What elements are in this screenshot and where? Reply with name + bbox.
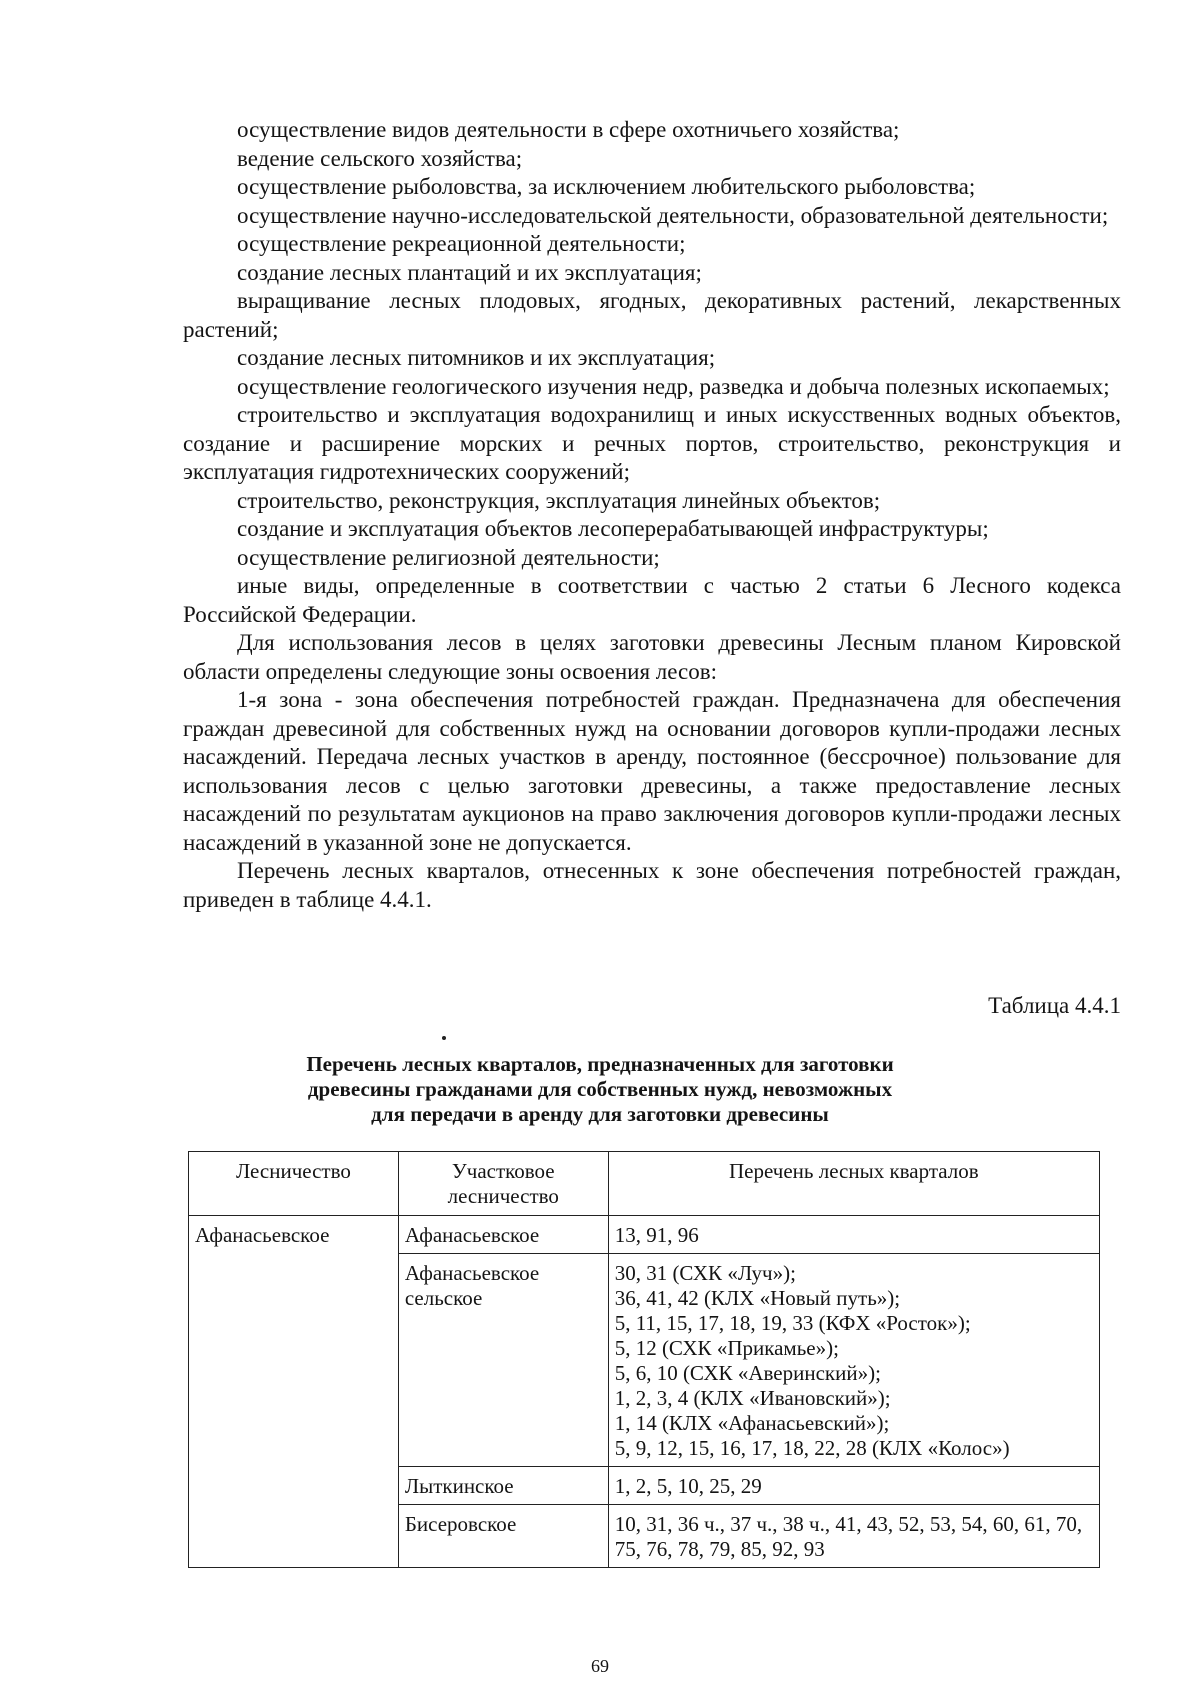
district-cell: Бисеровское <box>398 1505 608 1568</box>
quarters-line: 1, 2, 5, 10, 25, 29 <box>614 1474 762 1498</box>
header-forestry: Лесничество <box>189 1152 399 1216</box>
quarters-cell <box>608 1505 1099 1568</box>
paragraph: Перечень лесных кварталов, отнесенных к зоне обеспечения потребностей граждан, приведен в таблице 4.4.1. <box>183 858 1121 912</box>
header-quarters-list: Перечень лесных кварталов <box>608 1152 1099 1216</box>
paragraph: строительство и эксплуатация водохранилищ и иных искусственных водных объектов, создание и расширение морских и речных портов, строительство, реконструкция и эксплуатация гидротехнических сооружений; <box>183 402 1121 484</box>
paragraph: 1-я зона - зона обеспечения потребностей граждан. Предназначена для обеспечения граждан древесиной для собственных нужд на основании договоров купли-продажи лесных насаждений. Передача лесных участков в аренду, постоянное (бессрочное) пользование для использования лесов с целью заготовки древесины, а также предоставление лесных насаждений по результатам аукционов на право заключения договоров купли-продажи лесных насаждений в указанной зоне не допускается. <box>183 687 1121 855</box>
quarters-line: 5, 11, 15, 17, 18, 19, 33 (КФХ «Росток»); <box>614 1311 971 1335</box>
quarters-line: 10, 31, 36 ч., 37 ч., 38 ч., 41, 43, 52, 53, 54, 60, 61, 70, 75, 76, 78, 79, 85, 92, 93 <box>614 1512 1083 1561</box>
quarters-line: 1, 2, 3, 4 (КЛХ «Ивановский»); <box>614 1386 891 1410</box>
quarters-line: 13, 91, 96 <box>614 1223 699 1247</box>
quarters-cell <box>608 1467 1099 1505</box>
paragraph: осуществление геологического изучения недр, разведка и добыча полезных ископаемых; <box>237 373 1110 399</box>
table-row <box>189 1216 1100 1254</box>
page-number: 69 <box>591 1656 609 1676</box>
paragraph: Для использования лесов в целях заготовки древесины Лесным планом Кировской области определены следующие зоны освоения лесов: <box>183 630 1121 684</box>
district-cell: Афанасьевское сельское <box>398 1254 608 1467</box>
quarters-table-wrapper <box>188 1151 1100 1568</box>
header-district-forestry: Участковое лесничество <box>398 1152 608 1216</box>
quarters-cell <box>608 1216 1099 1254</box>
paragraph: осуществление религиозной деятельности; <box>237 544 660 570</box>
quarters-line: 1, 14 (КЛХ «Афанасьевский»); <box>614 1411 890 1435</box>
forestry-cell: Афанасьевское <box>189 1216 399 1568</box>
paragraph: создание лесных плантаций и их эксплуатация; <box>237 259 702 285</box>
quarters-cell <box>608 1254 1099 1467</box>
paragraph: ведение сельского хозяйства; <box>237 145 523 171</box>
quarters-table <box>188 1151 1100 1568</box>
paragraph: осуществление рыболовства, за исключением любительского рыболовства; <box>237 174 976 199</box>
paragraph: осуществление видов деятельности в сфере охотничьего хозяйства; <box>237 117 900 142</box>
paragraph: осуществление научно-исследовательской деятельности, образовательной деятельности; <box>237 202 1109 228</box>
paragraph: осуществление рекреационной деятельности; <box>237 231 686 256</box>
quarters-line: 30, 31 (СХК «Луч»); <box>614 1261 796 1285</box>
quarters-line: 36, 41, 42 (КЛХ «Новый путь»); <box>614 1286 901 1310</box>
table-header-row <box>189 1152 1100 1216</box>
table-caption: Таблица 4.4.1 <box>988 993 1121 1018</box>
quarters-line: 5, 6, 10 (СХК «Аверинский»); <box>614 1361 881 1385</box>
paragraph: строительство, реконструкция, эксплуатация линейных объектов; <box>237 487 881 513</box>
quarters-line: 5, 12 (СХК «Прикамье»); <box>614 1336 839 1360</box>
paragraph: иные виды, определенные в соответствии с частью 2 статьи 6 Лесного кодекса Российской Федерации. <box>183 573 1121 627</box>
district-cell: Лыткинское <box>398 1467 608 1505</box>
body-text <box>183 116 1121 914</box>
paragraph: создание и эксплуатация объектов лесоперерабатывающей инфраструктуры; <box>237 516 989 541</box>
quarters-line: 5, 9, 12, 15, 16, 17, 18, 22, 28 (КЛХ «Колос») <box>614 1436 1010 1460</box>
district-cell: Афанасьевское <box>398 1216 608 1254</box>
scan-speck <box>442 1036 446 1040</box>
paragraph: создание лесных питомников и их эксплуатация; <box>237 345 716 370</box>
paragraph: выращивание лесных плодовых, ягодных, декоративных растений, лекарственных растений; <box>183 288 1121 342</box>
table-title: Перечень лесных кварталов, предназначенных для заготовки древесины гражданами для собственных нужд, невозможных для передачи в аренду для заготовки древесины <box>306 1052 894 1126</box>
